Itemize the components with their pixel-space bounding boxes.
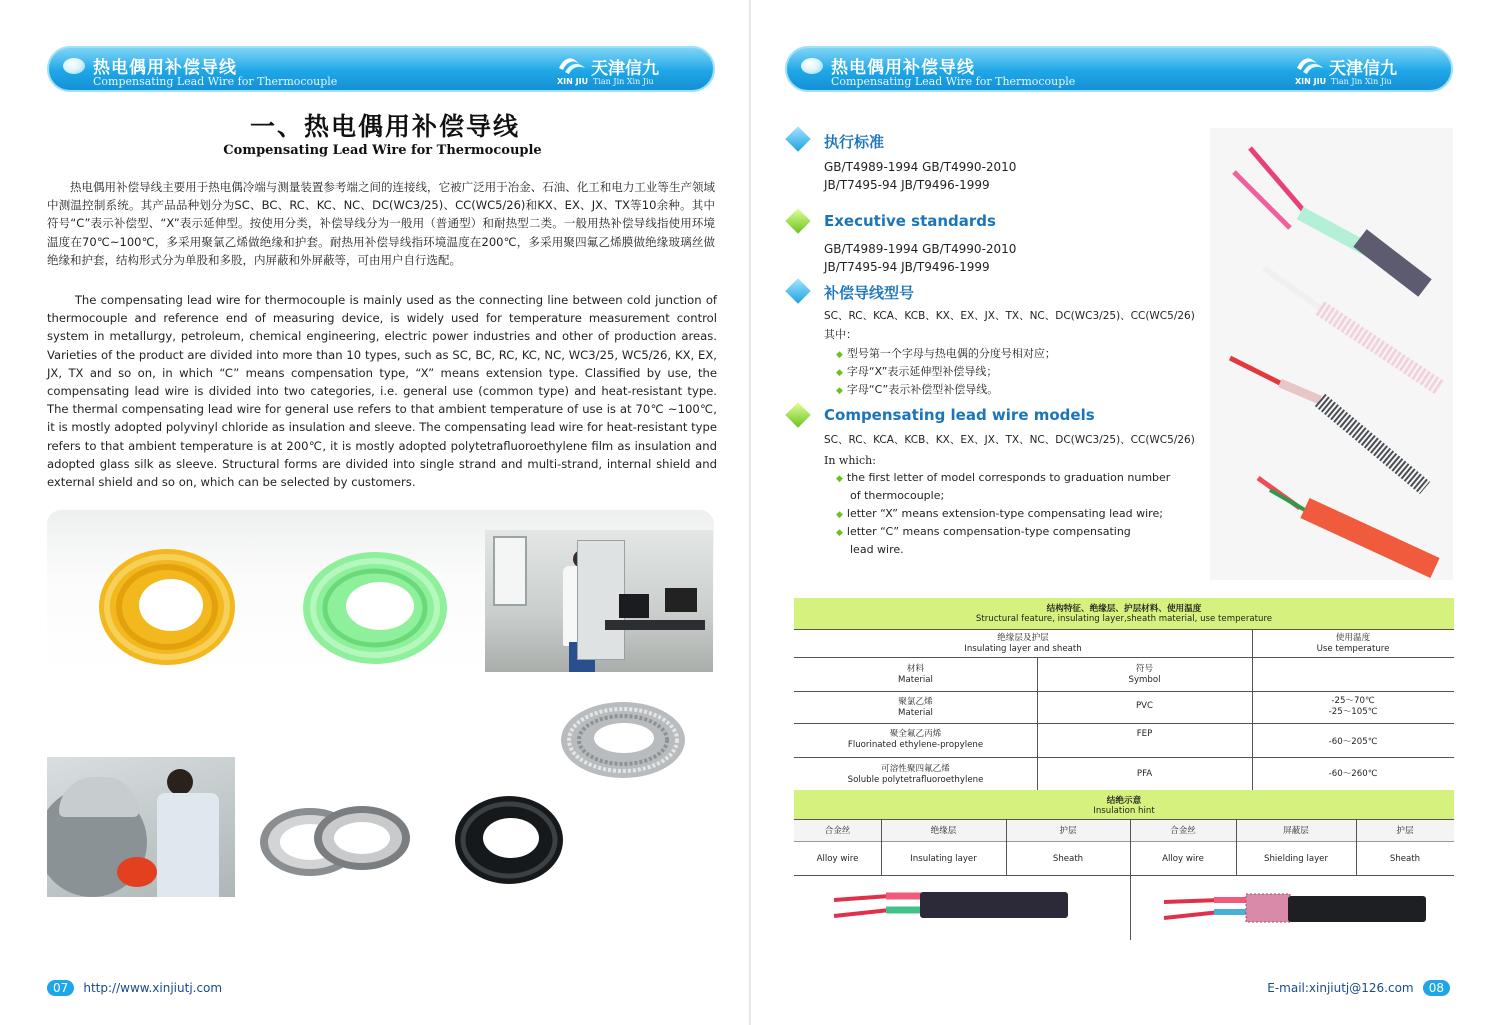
footer-left xyxy=(47,977,222,995)
models-bullet-1-cn: ◆ 型号第一个字母与热电偶的分度号相对应； xyxy=(836,347,1056,360)
column-divider xyxy=(1037,658,1038,790)
intro-paragraph-en: The compensating lead wire for thermocouple is mainly used as the connecting line between cold junction of thermocouple and reference end of measuring device, is widely used for temperature measurement control system in metallurgy, petroleum, chemical engineering, electric power industries and other of production areas. Varieties of the product are divided into more than 10 types, such as SC, BC, RC, KC, NC, WC3/25, WC5/26, KX, EX, JX, TX and so on, in which “C” means compensation type, “X” means extension type. Classified by use, the compensating lead wire is divided into two categories, i.e. general use (common type) and heat-resistant type. The thermal compensating lead wire for general use refers to that ambient temperature of use is at 70℃ ~100℃, it is mostly adopted polyvinyl chloride as insulation and sleeve. The compensating lead wire for heat-resistant type refers to that ambient temperature is at 200℃, it is mostly adopted polytetrafluoroethylene film as insulation and adopted glass silk as sleeve. Structural forms are divided into single strand and multi-strand, internal shield and external shield and so on, which can be selected by customers. xyxy=(47,293,717,490)
bullet-icon: ◆ xyxy=(836,474,843,484)
logo-text-cn: 天津信九 xyxy=(1329,59,1397,79)
table-title-cn: 结构特征、绝缘层、护层材料、使用温度 xyxy=(1046,604,1202,614)
row-symbol: PVC xyxy=(1135,701,1154,711)
parts-header-row xyxy=(794,820,1454,842)
models-bullet-2-en: ◆ letter “X” means extension-type compensating lead wire; xyxy=(836,507,1163,520)
column-divider xyxy=(881,820,882,876)
models-list-cn: SC、RC、KCA、KCB、KX、EX、JX、TX、NC、DC(WC3/25)、CC(WC5/26) xyxy=(824,310,1195,322)
row-temperature: -25～70℃ -25～105℃ xyxy=(1328,696,1378,717)
row-material: 聚全氟乙丙烯 Fluorinated ethylene-propylene xyxy=(847,729,984,750)
part-label-en: Sheath xyxy=(1389,854,1421,864)
row-temperature: -60～260℃ xyxy=(1328,769,1378,779)
models-bullet-1-en: ◆ the first letter of model corresponds to graduation number xyxy=(836,471,1171,484)
row-symbol: PFA xyxy=(1136,769,1153,779)
bullet-icon: ◆ xyxy=(836,528,843,538)
table-row xyxy=(794,724,1454,758)
logo-wave-icon xyxy=(1295,54,1325,76)
standards-line-2-en: JB/T7495-94 JB/T9496-1999 xyxy=(824,260,990,274)
company-logo xyxy=(557,52,687,88)
column-divider xyxy=(1130,820,1131,940)
logo-wave-icon xyxy=(557,54,587,76)
part-label-en: Alloy wire xyxy=(1162,854,1204,864)
models-bullet-3-en-cont: lead wire. xyxy=(850,543,904,556)
part-label-cn: 绝缘层 xyxy=(930,826,957,836)
models-bullet-2-cn: ◆ 字母“X”表示延伸型补偿导线； xyxy=(836,365,998,378)
bullet-icon: ◆ xyxy=(836,350,843,360)
insulation-hint-bar xyxy=(794,790,1454,820)
part-label-cn: 合金丝 xyxy=(1170,826,1196,836)
intro-paragraph-cn: 热电偶用补偿导线主要用于热电偶冷端与测量装置参考端之间的连接线，它被广泛用于冶金、石油、化工和电力工业等生产领域中测温控制系统。其产品品种划分为SC、BC、RC、KC、NC、DC(WC3/25)、CC(WC5/26)和KX、EX、JX、TX等10余种。其中符号“C”表示补偿型、“X”表示延伸型。按使用分类，补偿导线分为一般用（普通型）和耐热型二类。一般用热补偿导线指使用环境温度在70℃~100℃，多采用聚氯乙烯做绝缘和护套。耐热用补偿导线指环境温度在200℃，多采用聚四氟乙烯膜做绝缘玻璃丝做绝缘和护套，结构形式分为单股和多股，内屏蔽和外屏蔽等，可由用户自行选配。 xyxy=(47,180,715,267)
row-temperature: -60～205℃ xyxy=(1328,737,1378,747)
table-header-row xyxy=(794,630,1454,658)
standards-title-en: Executive standards xyxy=(824,212,996,230)
row-symbol: FEP xyxy=(1136,729,1153,739)
logo-text-en: XIN JIU xyxy=(1295,77,1327,86)
section-heading-cn: 一、热电偶用补偿导线 xyxy=(249,112,520,141)
part-label-cn: 护层 xyxy=(1059,826,1077,836)
logo-text-pinyin: Tian Jin Xin Jiu xyxy=(593,77,654,86)
shielded-wire-diagram xyxy=(1160,890,1430,930)
header-title-cn: 热电偶用补偿导线 xyxy=(93,58,237,78)
header-title-cn: 热电偶用补偿导线 xyxy=(831,58,975,78)
column-divider xyxy=(1006,820,1007,876)
black-cable-coil-image xyxy=(453,792,568,887)
part-label-en: Shielding layer xyxy=(1264,854,1328,864)
two-core-wire-diagram xyxy=(830,886,1070,926)
models-title-cn: 补偿导线型号 xyxy=(824,284,915,302)
standards-line-1-en: GB/T4989-1994 GB/T4990-2010 xyxy=(824,242,1017,256)
logo-text-en: XIN JIU xyxy=(557,77,589,86)
bubble-icon xyxy=(63,58,85,74)
website-link[interactable]: http://www.xinjiutj.com xyxy=(83,980,223,995)
page-number: 07 xyxy=(47,980,74,996)
models-title-en: Compensating lead wire models xyxy=(824,406,1095,424)
wire-samples-photo xyxy=(1210,128,1453,580)
bullet-icon: ◆ xyxy=(836,368,843,378)
part-label-en: Sheath xyxy=(1052,854,1084,864)
page-header-banner xyxy=(785,46,1453,92)
part-label-cn: 合金丝 xyxy=(824,826,851,836)
models-which-cn: 其中： xyxy=(824,328,857,341)
insulation-hint-cn: 结绝示意 xyxy=(1106,796,1142,806)
page-header-banner xyxy=(47,46,715,92)
bullet-icon: ◆ xyxy=(836,510,843,520)
braided-wire-coil-image xyxy=(558,698,688,783)
header-use-temperature: 使用温度 Use temperature xyxy=(1316,633,1390,654)
logo-text-pinyin: Tian Jin Xin Jiu xyxy=(1331,77,1392,86)
insulation-hint-en: Insulation hint xyxy=(1093,806,1155,816)
email-link[interactable]: E-mail:xinjiutj@126.com xyxy=(1267,980,1414,995)
section-heading-en: Compensating Lead Wire for Thermocouple xyxy=(223,143,542,158)
parts-label-row xyxy=(794,842,1454,876)
standards-title-cn: 执行标准 xyxy=(824,133,885,151)
part-label-cn: 屏蔽层 xyxy=(1283,826,1309,836)
subheader-material: 材料 Material xyxy=(898,664,933,685)
laboratory-photo xyxy=(485,530,713,672)
standards-line-1: GB/T4989-1994 GB/T4990-2010 xyxy=(824,160,1017,174)
wire-samples-illustration xyxy=(1210,128,1453,580)
table-row xyxy=(794,758,1454,790)
part-label-cn: 护层 xyxy=(1396,826,1414,836)
bubble-icon xyxy=(801,58,823,74)
models-which-en: In which: xyxy=(824,454,876,467)
header-title-en: Compensating Lead Wire for Thermocouple xyxy=(93,75,338,88)
footer-right xyxy=(1267,977,1450,995)
table-title-bar xyxy=(794,598,1454,630)
green-cable-coil-image xyxy=(300,548,450,668)
header-insulating-layer: 绝缘层及护层 Insulating layer and sheath xyxy=(964,633,1082,654)
models-bullet-3-en: ◆ letter “C” means compensation-type compensating xyxy=(836,525,1131,538)
table-row xyxy=(794,692,1454,724)
header-title-en: Compensating Lead Wire for Thermocouple xyxy=(831,75,1076,88)
column-divider xyxy=(1252,630,1253,790)
standards-line-2: JB/T7495-94 JB/T9496-1999 xyxy=(824,178,990,192)
part-label-en: Alloy wire xyxy=(816,854,859,864)
part-label-en: Insulating layer xyxy=(910,854,977,864)
bullet-icon: ◆ xyxy=(836,386,843,396)
row-material: 可溶性聚四氟乙烯 Soluble polytetrafluoroethylene xyxy=(847,764,984,785)
silver-wire-coil-image xyxy=(258,800,413,880)
table-title-en: Structural feature, insulating layer,sheath material, use temperature xyxy=(975,614,1273,624)
subheader-symbol: 符号 Symbol xyxy=(1128,664,1161,685)
column-divider xyxy=(1236,820,1237,876)
yellow-cable-coil-image xyxy=(95,545,240,670)
models-bullet-3-cn: ◆ 字母“C”表示补偿型补偿导线。 xyxy=(836,383,999,396)
row-material: 聚氯乙烯 Material xyxy=(898,697,933,718)
table-subheader-row xyxy=(794,658,1454,692)
column-divider xyxy=(1356,820,1357,876)
company-logo xyxy=(1295,52,1425,88)
page-number: 08 xyxy=(1423,980,1450,996)
models-list-en: SC、RC、KCA、KCB、KX、EX、JX、TX、NC、DC(WC3/25)、CC(WC5/26) xyxy=(824,434,1195,446)
worker-furnace-photo xyxy=(47,757,235,897)
models-bullet-1-en-cont: of thermocouple; xyxy=(850,489,945,502)
logo-text-cn: 天津信九 xyxy=(591,59,659,79)
